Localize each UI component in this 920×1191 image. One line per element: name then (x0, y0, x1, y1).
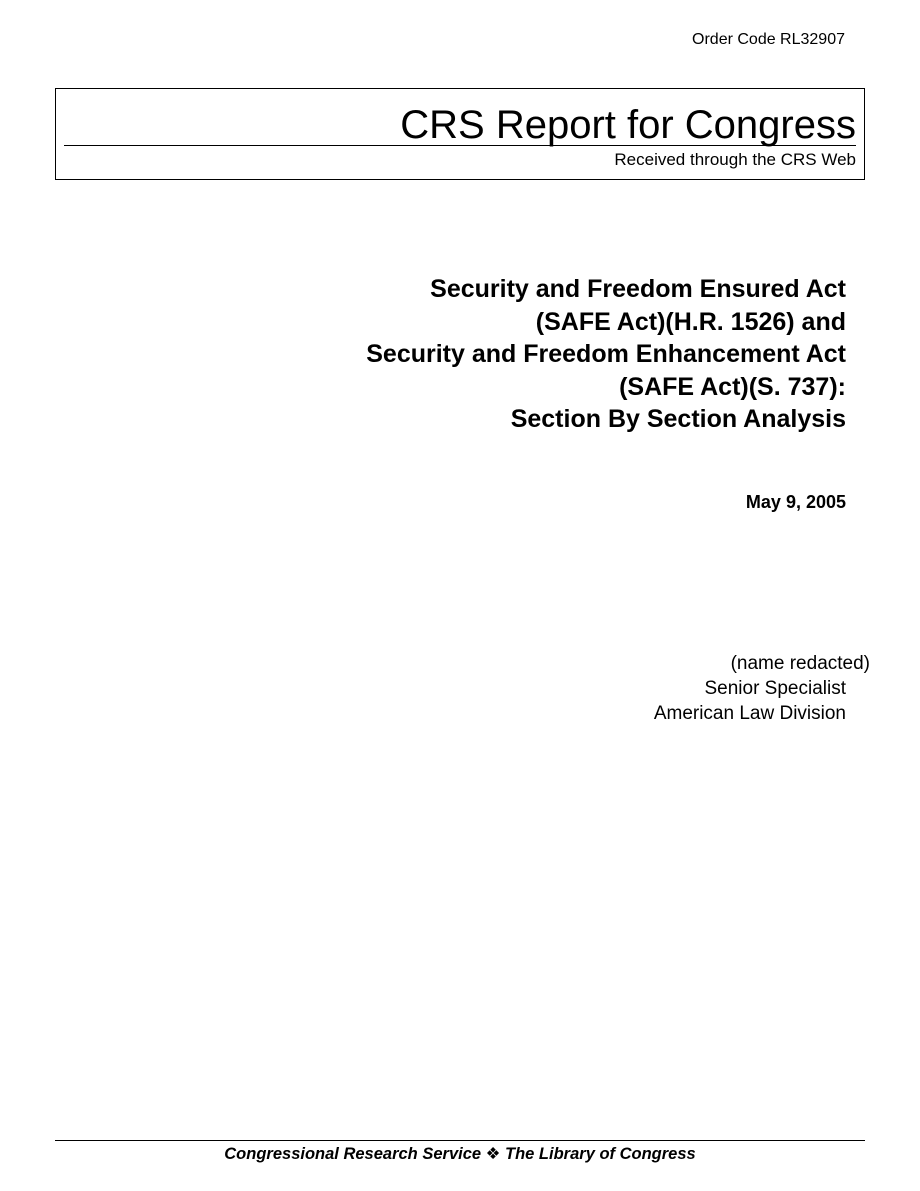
footer-divider (55, 1140, 865, 1141)
footer-text: Congressional Research Service ❖ The Library of Congress (224, 1145, 696, 1163)
author-title: Senior Specialist (704, 678, 846, 699)
report-title-line: Security and Freedom Ensured Act (430, 275, 846, 303)
report-title (366, 273, 846, 436)
report-title-line: Security and Freedom Enhancement Act (366, 340, 846, 368)
report-date: May 9, 2005 (745, 492, 846, 512)
author-division: American Law Division (653, 703, 846, 724)
author-name: (name redacted) (730, 653, 870, 674)
report-header-box (55, 88, 865, 180)
order-code: Order Code RL32907 (692, 31, 845, 48)
author-info (654, 651, 870, 726)
header-divider (64, 145, 856, 146)
report-title-line: (SAFE Act)(S. 737): (619, 372, 846, 401)
report-title-line: (SAFE Act)(H.R. 1526) and (535, 307, 846, 336)
report-series-title: CRS Report for Congress (400, 103, 856, 147)
report-title-line: Section By Section Analysis (510, 405, 846, 433)
report-series-subtitle: Received through the CRS Web (614, 150, 856, 169)
